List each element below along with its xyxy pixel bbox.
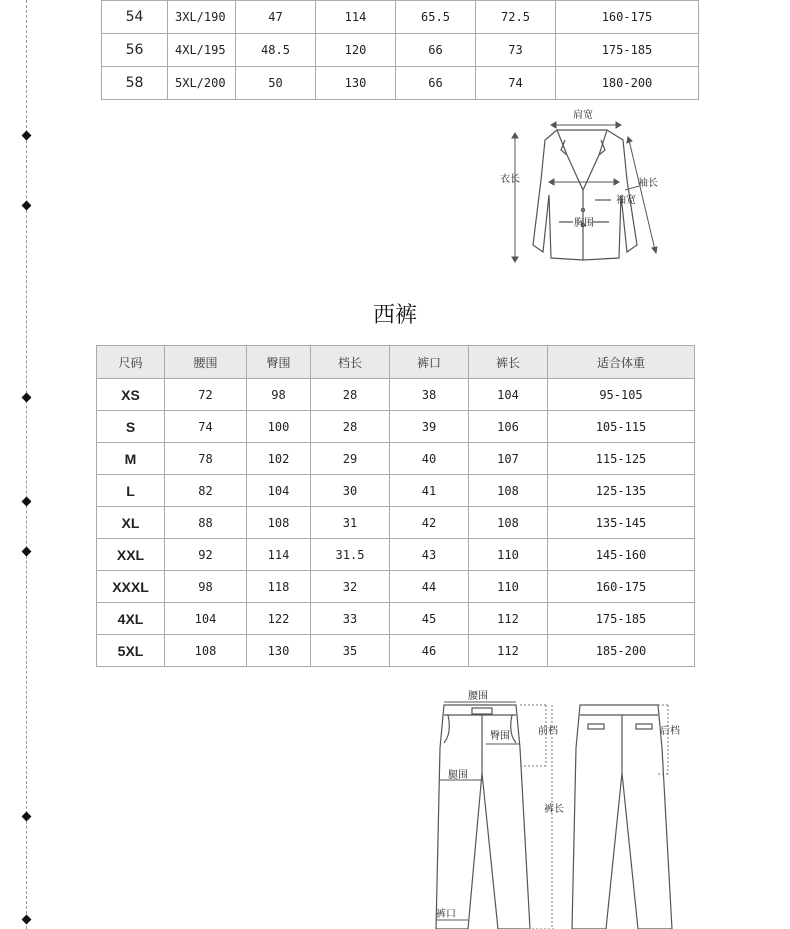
table-cell: 72 [165,379,247,411]
table-cell: 82 [165,475,247,507]
table-cell: 104 [165,603,247,635]
table-cell: 108 [165,635,247,667]
hip-label: 臀围 [490,731,510,742]
table-cell: 120 [316,34,396,67]
table-cell: 31 [311,507,390,539]
table-cell: 130 [316,67,396,100]
table-cell: 46 [390,635,469,667]
table-cell: M [97,443,165,475]
table-cell: 28 [311,379,390,411]
table-cell: 44 [390,571,469,603]
table-row [97,539,695,571]
table-row [102,1,699,34]
table-cell: 185-200 [548,635,695,667]
table-cell: 65.5 [396,1,476,34]
chest-label: 胸围 [574,218,594,229]
table-cell: 5XL/200 [168,67,236,100]
table-cell: 5XL [97,635,165,667]
table-cell: 73 [476,34,556,67]
table-cell: 31.5 [311,539,390,571]
table-cell: 125-135 [548,475,695,507]
front-rise-label: 前档 [538,726,558,737]
table-cell: 58 [102,67,168,100]
table-cell: 33 [311,603,390,635]
table-header-cell: 尺码 [97,346,165,379]
table-cell: 106 [469,411,548,443]
table-cell: 110 [469,539,548,571]
table-cell: 108 [469,507,548,539]
table-cell: 28 [311,411,390,443]
sleeve-label: 袖长 [638,178,658,189]
table-cell: 108 [247,507,311,539]
jacket-diagram [495,100,675,270]
guide-marker [22,131,32,141]
table-row [97,603,695,635]
length-label: 衣长 [500,174,520,185]
table-cell: 135-145 [548,507,695,539]
guide-marker [22,915,32,925]
table-cell: S [97,411,165,443]
guide-marker [22,812,32,822]
table-cell: 32 [311,571,390,603]
table-header-row [97,346,695,379]
table-cell: 72.5 [476,1,556,34]
table-cell: 100 [247,411,311,443]
table-cell: 115-125 [548,443,695,475]
table-cell: 122 [247,603,311,635]
guide-marker [22,393,32,403]
table-header-cell: 腰围 [165,346,247,379]
table-row [97,507,695,539]
table-cell: 104 [469,379,548,411]
table-cell: 114 [316,1,396,34]
table-row [102,34,699,67]
table-cell: 88 [165,507,247,539]
table-cell: 175-185 [556,34,699,67]
table-cell: 98 [247,379,311,411]
table-cell: XXL [97,539,165,571]
table-header-cell: 裤口 [390,346,469,379]
table-cell: XXXL [97,571,165,603]
waist-label: 腰围 [468,691,488,702]
table-cell: 3XL/190 [168,1,236,34]
table-cell: 39 [390,411,469,443]
shoulder-label: 肩宽 [573,110,593,121]
table-cell: 35 [311,635,390,667]
table-cell: 108 [469,475,548,507]
table-cell: 66 [396,34,476,67]
thigh-label: 腿围 [448,770,468,781]
table-cell: 38 [390,379,469,411]
pants-size-table [96,345,695,667]
table-cell: L [97,475,165,507]
table-cell: 74 [476,67,556,100]
table-cell: 105-115 [548,411,695,443]
table-header-cell: 适合体重 [548,346,695,379]
table-cell: XL [97,507,165,539]
table-row [97,411,695,443]
back-rise-label: 后档 [660,726,680,737]
table-cell: 4XL/195 [168,34,236,67]
table-header-cell: 档长 [311,346,390,379]
table-row [102,67,699,100]
table-cell: 98 [165,571,247,603]
cuff-label: 袖宽 [616,195,636,206]
table-cell: 47 [236,1,316,34]
hem-label: 裤口 [436,909,456,920]
table-cell: 42 [390,507,469,539]
table-cell: 114 [247,539,311,571]
table-row [97,571,695,603]
table-cell: 41 [390,475,469,507]
table-cell: 66 [396,67,476,100]
table-cell: 45 [390,603,469,635]
table-cell: 50 [236,67,316,100]
table-cell: 130 [247,635,311,667]
pants-back-outline-icon [572,705,672,929]
pants-diagram [420,688,680,929]
table-cell: XS [97,379,165,411]
table-row [97,379,695,411]
table-cell: 160-175 [556,1,699,34]
table-cell: 145-160 [548,539,695,571]
table-row [97,475,695,507]
guide-marker [22,547,32,557]
table-header-cell: 臀围 [247,346,311,379]
table-cell: 107 [469,443,548,475]
table-cell: 78 [165,443,247,475]
table-cell: 4XL [97,603,165,635]
table-cell: 92 [165,539,247,571]
table-cell: 160-175 [548,571,695,603]
table-cell: 95-105 [548,379,695,411]
table-cell: 118 [247,571,311,603]
table-cell: 48.5 [236,34,316,67]
length-label: 裤长 [544,804,564,815]
table-cell: 112 [469,603,548,635]
table-cell: 110 [469,571,548,603]
table-cell: 74 [165,411,247,443]
table-cell: 56 [102,34,168,67]
guide-marker [22,201,32,211]
table-cell: 104 [247,475,311,507]
table-cell: 102 [247,443,311,475]
table-cell: 40 [390,443,469,475]
table-cell: 112 [469,635,548,667]
table-row [97,635,695,667]
table-cell: 180-200 [556,67,699,100]
table-cell: 30 [311,475,390,507]
table-cell: 54 [102,1,168,34]
table-row [97,443,695,475]
pants-section-title: 西裤 [372,303,417,328]
table-cell: 43 [390,539,469,571]
guide-marker [22,497,32,507]
table-cell: 175-185 [548,603,695,635]
table-header-cell: 裤长 [469,346,548,379]
jacket-size-table [101,0,699,100]
pants-front-outline-icon [436,705,530,929]
table-cell: 29 [311,443,390,475]
